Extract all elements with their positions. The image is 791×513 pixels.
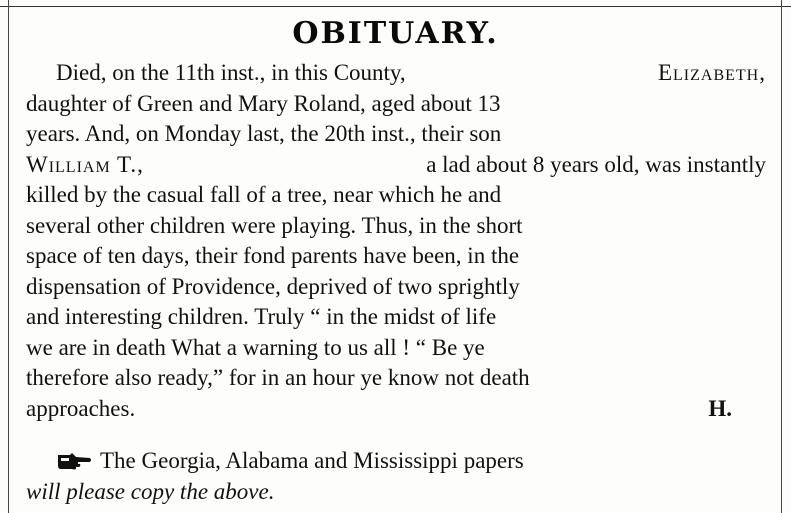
paragraph-line-12 — [26, 394, 766, 425]
notice-line-2: will please copy the above. — [26, 478, 275, 504]
line-10-text: we are in death What a warning to us all ! “ Be ye — [26, 334, 485, 360]
left-column-rule — [8, 0, 9, 513]
paragraph-line-6 — [26, 211, 766, 242]
paragraph-line-1 — [26, 58, 766, 89]
line-2-text: daughter of Green and Mary Roland, aged about 13 — [26, 90, 501, 116]
paragraph-line-3 — [26, 119, 766, 150]
line-7-text: space of ten days, their fond parents have been, in the — [26, 243, 520, 268]
right-column-rule — [781, 0, 782, 513]
paragraph-line-7 — [26, 241, 766, 272]
copy-notice — [26, 446, 766, 507]
paragraph-line-8 — [26, 272, 766, 303]
line-4-text: a lad about 8 years old, was instantly — [426, 151, 766, 177]
paragraph-line-9 — [26, 302, 766, 333]
obituary-paragraph — [26, 58, 766, 424]
line-1-text: Died, on the 11th inst., in this County, — [56, 60, 406, 85]
name-william: William T., — [26, 151, 144, 177]
paragraph-line-11 — [26, 363, 766, 394]
pointing-hand-icon — [56, 451, 92, 471]
top-rule — [0, 6, 791, 7]
line-3-text: years. And, on Monday last, the 20th inst., their son — [26, 121, 502, 146]
notice-line-1-text: The Georgia, Alabama and Mississippi papers — [100, 448, 524, 473]
notice-line-1 — [26, 446, 766, 477]
name-elizabeth: Elizabeth, — [657, 60, 766, 85]
paragraph-line-2 — [26, 89, 766, 120]
line-9-text: and interesting children. Truly “ in the midst of life — [26, 304, 497, 329]
line-6-text: several other children were playing. Thus, in the short — [26, 212, 523, 238]
line-11-text: therefore also ready,” for in an hour ye know not death — [26, 365, 530, 390]
line-12-text: approaches. — [26, 395, 136, 421]
paragraph-line-10 — [26, 333, 766, 364]
line-8-text: dispensation of Providence, deprived of two sprightly — [26, 273, 520, 299]
obituary-heading: OBITUARY. — [292, 16, 499, 51]
paragraph-line-4 — [26, 150, 766, 181]
paragraph-line-5 — [26, 180, 766, 211]
line-5-text: killed by the casual fall of a tree, near which he and — [26, 182, 502, 207]
signature-initial: H. — [708, 395, 732, 421]
